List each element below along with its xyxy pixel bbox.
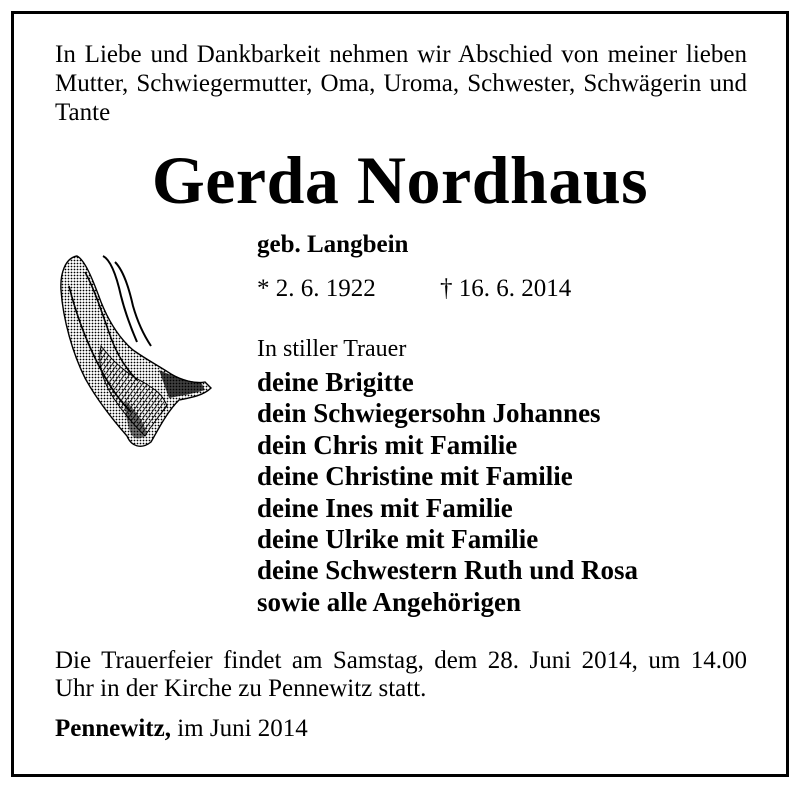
mourner-item: deine Ulrike mit Familie — [257, 524, 539, 555]
mourner-item: sowie alle Angehörigen — [257, 586, 521, 617]
life-dates — [257, 275, 572, 303]
mourning-label: In stiller Trauer — [257, 336, 407, 362]
place-name: Pennewitz, — [55, 715, 171, 742]
mourner-item: dein Schwiegersohn Johannes — [257, 398, 601, 429]
birth-name: geb. Langbein — [257, 231, 409, 258]
service-text: Die Trauerfeier findet am Samstag, dem 28. Juni 2014, um 14.00 Uhr in der Kirche zu Pennewitz statt. — [55, 647, 747, 702]
deceased-name: Gerda Nordhaus — [151, 142, 649, 218]
mourner-item: deine Ines mit Familie — [257, 492, 513, 523]
mourner-item: deine Brigitte — [257, 367, 414, 397]
mourner-item: deine Christine mit Familie — [257, 461, 573, 492]
birth-date: * 2. 6. 1922 — [257, 275, 376, 302]
praying-hands-icon — [55, 250, 215, 455]
mourners-list — [257, 367, 638, 618]
death-date: † 16. 6. 2014 — [440, 275, 572, 302]
place-and-date — [55, 715, 308, 743]
place-date: im Juni 2014 — [177, 715, 308, 742]
mourner-item: deine Schwestern Ruth und Rosa — [257, 555, 639, 586]
intro-text: In Liebe und Dankbarkeit nehmen wir Abschied von meiner lieben Mutter, Schwiegermutter, Oma, Uroma, Schwester, Schwägerin und Tante — [55, 41, 747, 126]
mourner-item: dein Chris mit Familie — [257, 429, 518, 460]
